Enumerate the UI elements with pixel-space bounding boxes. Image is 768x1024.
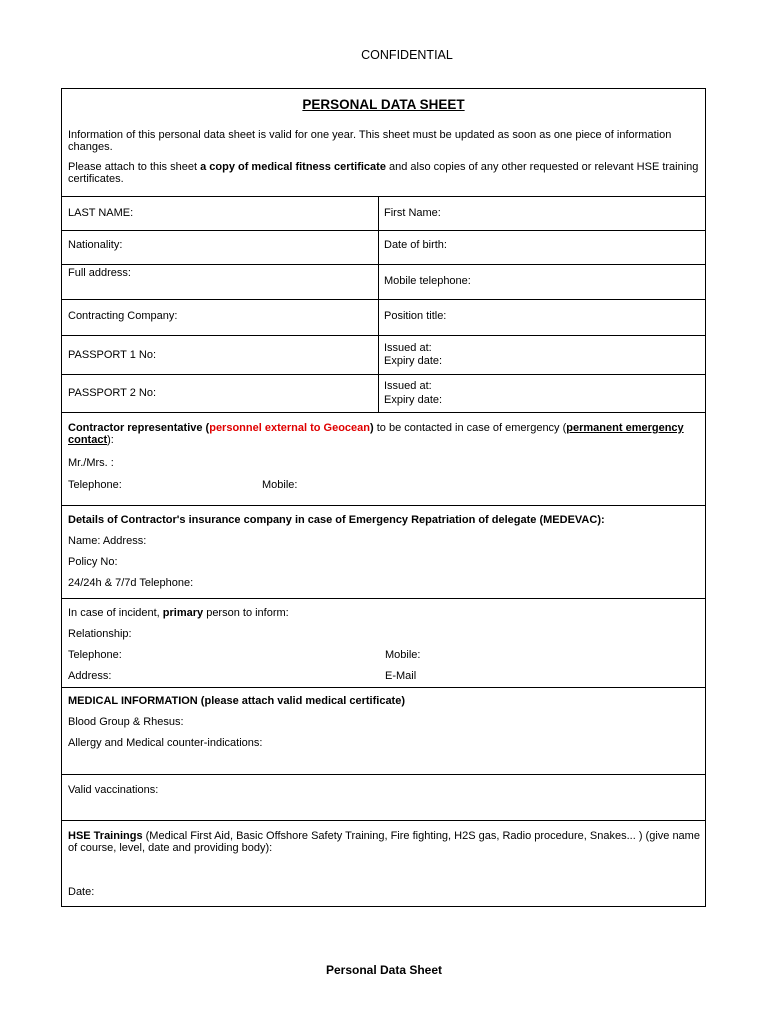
insurance-heading: Details of Contractor's insurance company in case of Emergency Repatriation of delegate (MEDEVAC): [68,514,605,526]
incident-heading: In case of incident, primary person to inform: [68,607,289,619]
insurance-name-address-label: Name: Address: [68,535,147,547]
medical-section [62,687,705,801]
rep-telephone-label: Telephone: [68,479,122,491]
last-name-label: LAST NAME: [68,207,134,219]
confidential-header: CONFIDENTIAL [361,48,453,62]
incident-email-label: E-Mail [385,670,417,682]
passport2-label: PASSPORT 2 No: [68,387,157,399]
relationship-label: Relationship: [68,628,132,640]
incident-address-label: Address: [68,670,112,682]
date-of-birth-label: Date of birth: [384,239,447,251]
hse-date-label: Date: [68,886,95,898]
incident-contact-section [62,598,705,687]
nationality-label: Nationality: [68,239,123,251]
insurance-section [62,505,705,598]
mr-mrs-label: Mr./Mrs. : [68,457,114,469]
hse-heading: HSE Trainings (Medical First Aid, Basic Offshore Safety Training, Fire fighting, H2S gas, Radio procedure, Snakes... ) (give name of course, level, date and providing body): [68,830,700,854]
page-title: PERSONAL DATA SHEET [302,97,465,112]
insurance-telephone-label: 24/24h & 7/7d Telephone: [68,577,194,589]
first-name-label: First Name: [384,207,441,219]
personal-data-form [61,88,706,907]
mobile-telephone-label: Mobile telephone: [384,275,471,287]
contractor-representative-section [62,412,705,505]
validity-note: Information of this personal data sheet is valid for one year. This sheet must be updated as soon as one piece of information changes. [68,129,672,153]
passport2-issued-label: Issued at: [384,380,432,392]
policy-number-label: Policy No: [68,556,118,568]
blood-group-label: Blood Group & Rhesus: [68,716,184,728]
contractor-rep-heading: Contractor representative (personnel external to Geocean) to be contacted in case of emergency (permanent emergency contact): [68,422,684,446]
position-title-label: Position title: [384,310,447,322]
rep-mobile-label: Mobile: [262,479,298,491]
footer-label: Personal Data Sheet [325,963,443,977]
incident-mobile-label: Mobile: [385,649,421,661]
incident-telephone-label: Telephone: [68,649,122,661]
passport1-label: PASSPORT 1 No: [68,349,157,361]
passport1-issued-label: Issued at: [384,342,432,354]
allergy-label: Allergy and Medical counter-indications: [68,737,263,749]
hse-trainings-section [62,820,705,906]
contracting-company-label: Contracting Company: [68,310,178,322]
passport2-expiry-label: Expiry date: [384,394,443,406]
attachment-note: Please attach to this sheet a copy of medical fitness certificate and also copies of any other requested or relevant HSE training certificates. [68,161,699,185]
full-address-label: Full address: [68,267,131,279]
medical-heading: MEDICAL INFORMATION (please attach valid medical certificate) [68,695,406,707]
intro-section [62,89,705,196]
passport1-expiry-label: Expiry date: [384,355,443,367]
vaccinations-label: Valid vaccinations: [68,784,159,796]
